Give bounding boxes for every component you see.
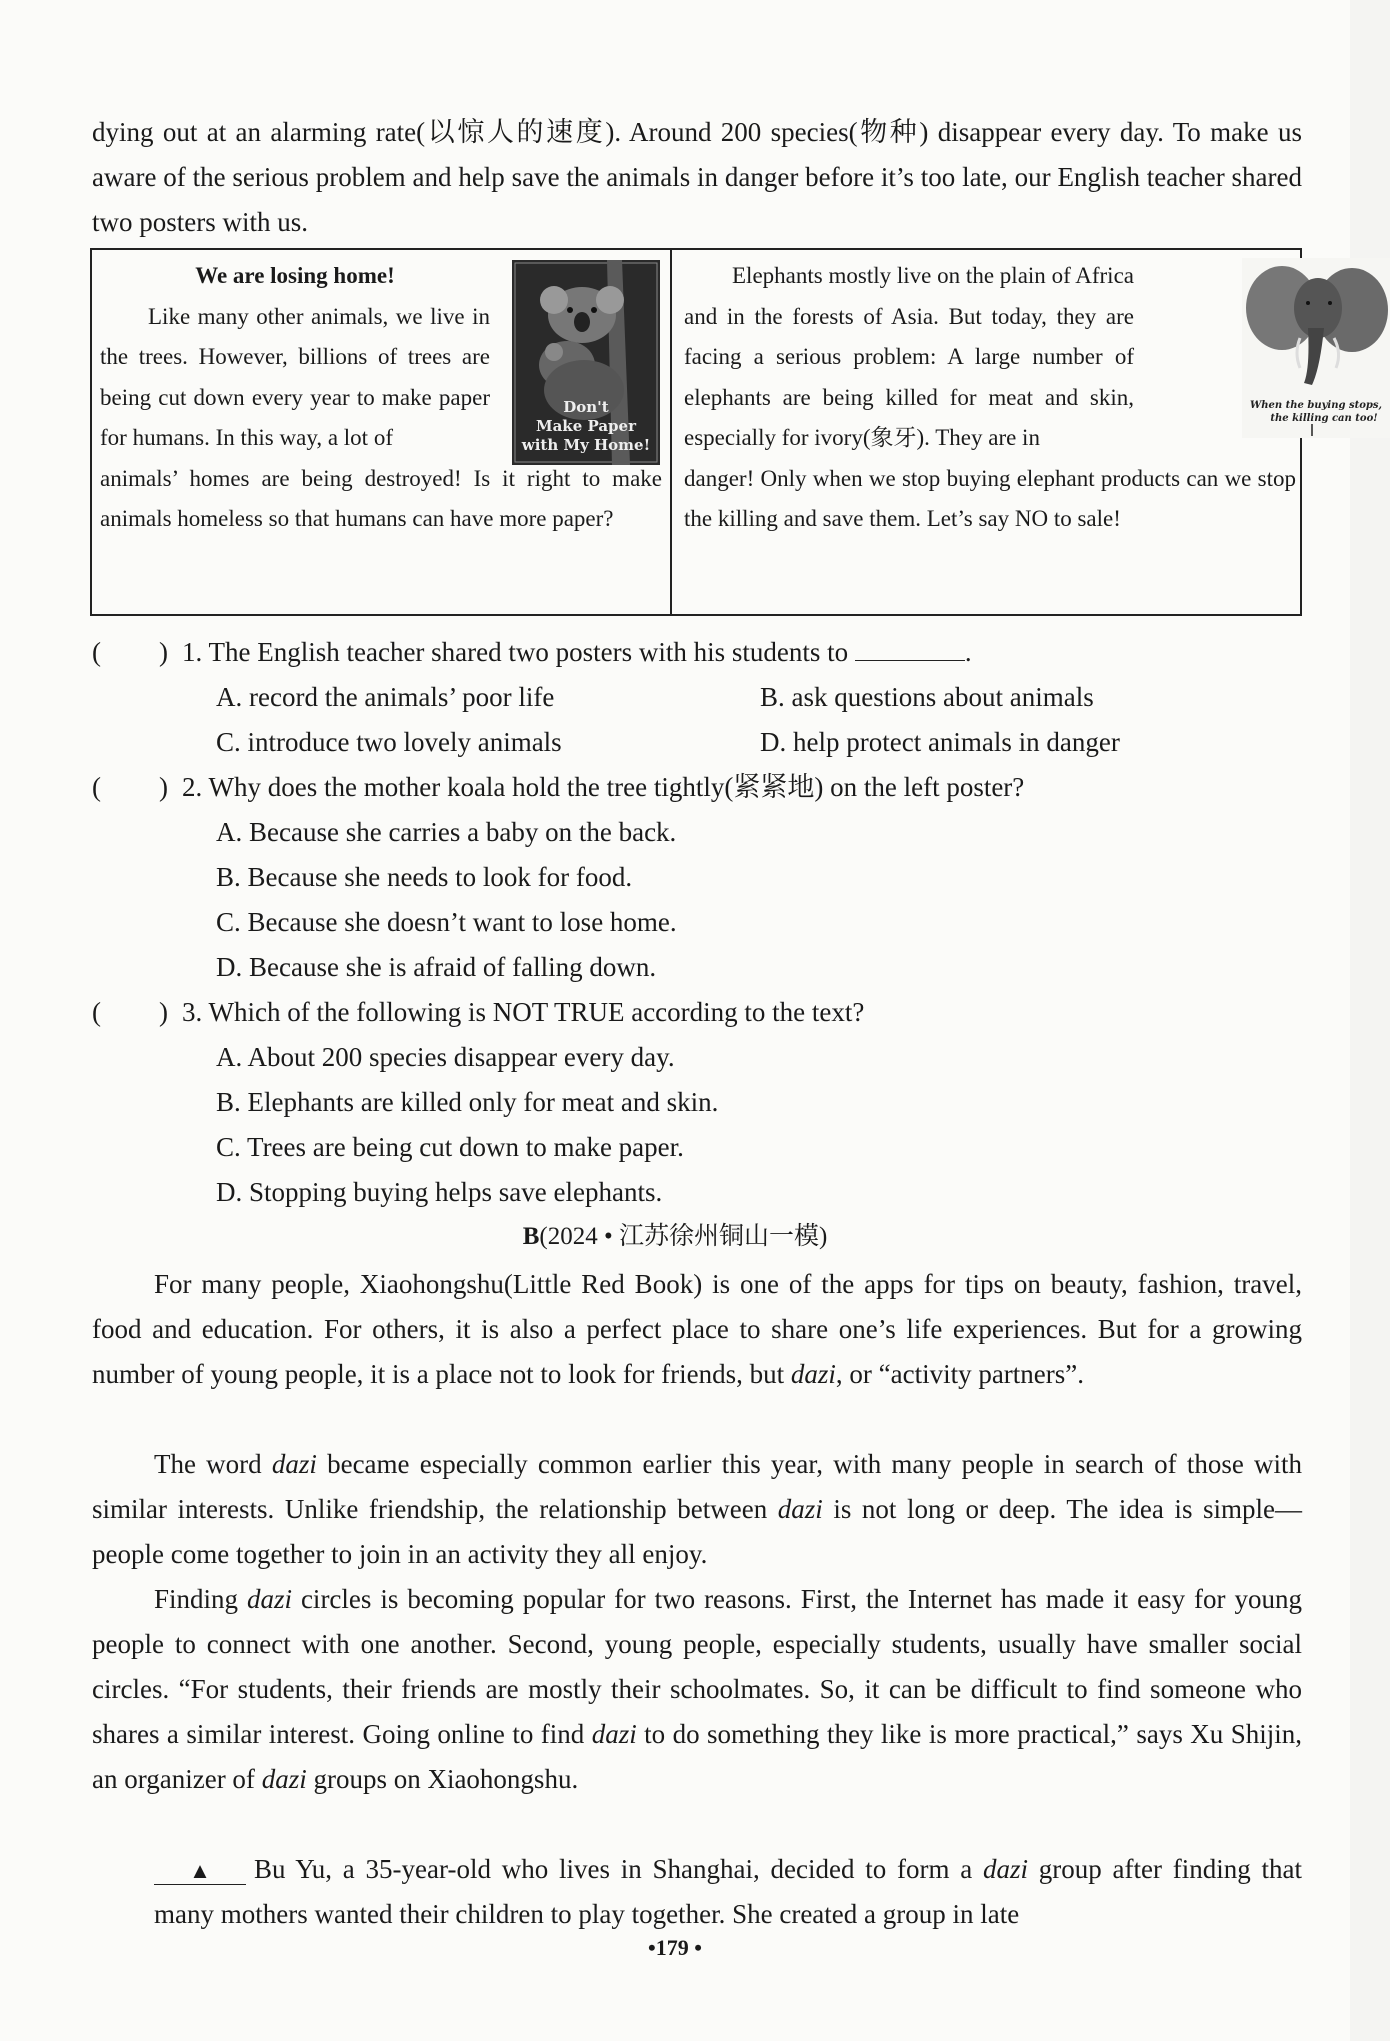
svg-text:When the buying stops,: When the buying stops, [1250, 400, 1382, 411]
q1-option-b[interactable]: B. ask questions about animals [760, 682, 1094, 712]
q2-option-a[interactable]: A. Because she carries a baby on the back. [216, 817, 677, 847]
question-1-blank[interactable] [855, 634, 965, 661]
answer-paren-1[interactable]: ( ) [92, 637, 168, 667]
question-3 [92, 990, 864, 1035]
answer-paren-3[interactable]: ( ) [92, 997, 168, 1027]
left-poster-title: We are losing home! [195, 263, 395, 288]
question-1: ( ) 1. The English teacher shared two posters with his students to . [92, 630, 972, 675]
question-1-stem: 1. The English teacher shared two posters with his students to [182, 637, 849, 667]
right-poster-text-top: Elephants mostly live on the plain of Africa and in the forests of Asia. But today, they are facing a serious problem: A large number of elephants are being killed for meat and skin, especially for ivory(象牙). They are in [684, 263, 1134, 450]
section-b-paragraph-4: ▲ Bu Yu, a 35-year-old who lives in Shanghai, decided to form a dazi group after finding that many mothers wanted their children to play together. She created a group in late [154, 1854, 1302, 1929]
page-number: •179 • [648, 1935, 702, 1960]
q1-option-c[interactable]: C. introduce two lovely animals [216, 727, 562, 757]
q3-option-b[interactable]: B. Elephants are killed only for meat and skin. [216, 1087, 719, 1117]
svg-text:the killing can too!: the killing can too! [1270, 413, 1378, 424]
question-2-stem: 2. Why does the mother koala hold the tree tightly(紧紧地) on the left poster? [182, 772, 1025, 802]
q1-option-a[interactable]: A. record the animals’ poor life [216, 682, 555, 712]
answer-paren-2[interactable]: ( ) [92, 772, 168, 802]
svg-text:Make Paper: Make Paper [535, 417, 637, 435]
right-poster-text-bottom: danger! Only when we stop buying elephant products can we stop the killing and save them. Let’s say NO to sale! [684, 465, 1296, 531]
left-poster-text-bottom: animals’ homes are being destroyed! Is it right to make animals homeless so that humans can have more paper? [100, 465, 662, 531]
q1-option-d[interactable]: D. help protect animals in danger [760, 727, 1120, 757]
q3-option-a[interactable]: A. About 200 species disappear every day. [216, 1042, 675, 1072]
elephant-poster-image [1242, 258, 1390, 438]
svg-text:with My Home!: with My Home! [521, 436, 651, 454]
q2-option-d[interactable]: D. Because she is afraid of falling down. [216, 952, 657, 982]
left-poster-text-top: Like many other animals, we live in the trees. However, billions of trees are being cut down every year to make paper for humans. In this way, a lot of [100, 303, 490, 450]
poster-divider [670, 250, 672, 614]
section-b-paragraph-2: The word dazi became especially common earlier this year, with many people in search of those with similar interests. Unlike friendship, the relationship between dazi is not long or deep. The idea is simple—people come together to join in an activity they all enjoy. [92, 1449, 1303, 1569]
q3-option-c[interactable]: C. Trees are being cut down to make paper. [216, 1132, 684, 1162]
question-2 [92, 765, 1024, 810]
section-b-paragraph-1: For many people, Xiaohongshu(Little Red Book) is one of the apps for tips on beauty, fashion, travel, food and education. For others, it is also a perfect place to share one’s life experiences. But for a growing number of young people, it is a place not to look for friends, but dazi, or “activity partners”. [92, 1269, 1302, 1389]
q2-option-b[interactable]: B. Because she needs to look for food. [216, 862, 633, 892]
q3-option-d[interactable]: D. Stopping buying helps save elephants. [216, 1177, 663, 1207]
question-3-stem: 3. Which of the following is NOT TRUE according to the text? [182, 997, 865, 1027]
section-b-paragraph-3: Finding dazi circles is becoming popular for two reasons. First, the Internet has made it easy for young people to connect with one another. Second, young people, especially students, usually have smaller social circles. “For students, their friends are mostly their schoolmates. So, it can be difficult to find someone who shares a similar interest. Going online to find dazi to do something they like is more practical,” says Xu Shijin, an organizer of dazi groups on Xiaohongshu. [92, 1584, 1302, 1794]
svg-text:Don't: Don't [563, 398, 609, 416]
q2-option-c[interactable]: C. Because she doesn’t want to lose home. [216, 907, 677, 937]
right-poster [684, 256, 1296, 540]
intro-paragraph: dying out at an alarming rate(以惊人的速度). Around 200 species(物种) disappear every day. To make us aware of the serious problem and help save the animals in danger before it’s too late, our English teacher shared two posters with us. [92, 117, 1302, 237]
section-b-heading: B(2024 • 江苏徐州铜山一模) [522, 1223, 828, 1250]
posters-box [90, 248, 1382, 616]
answer-blank-triangle[interactable]: ▲ [154, 1858, 246, 1885]
koala-poster-image [512, 260, 660, 465]
